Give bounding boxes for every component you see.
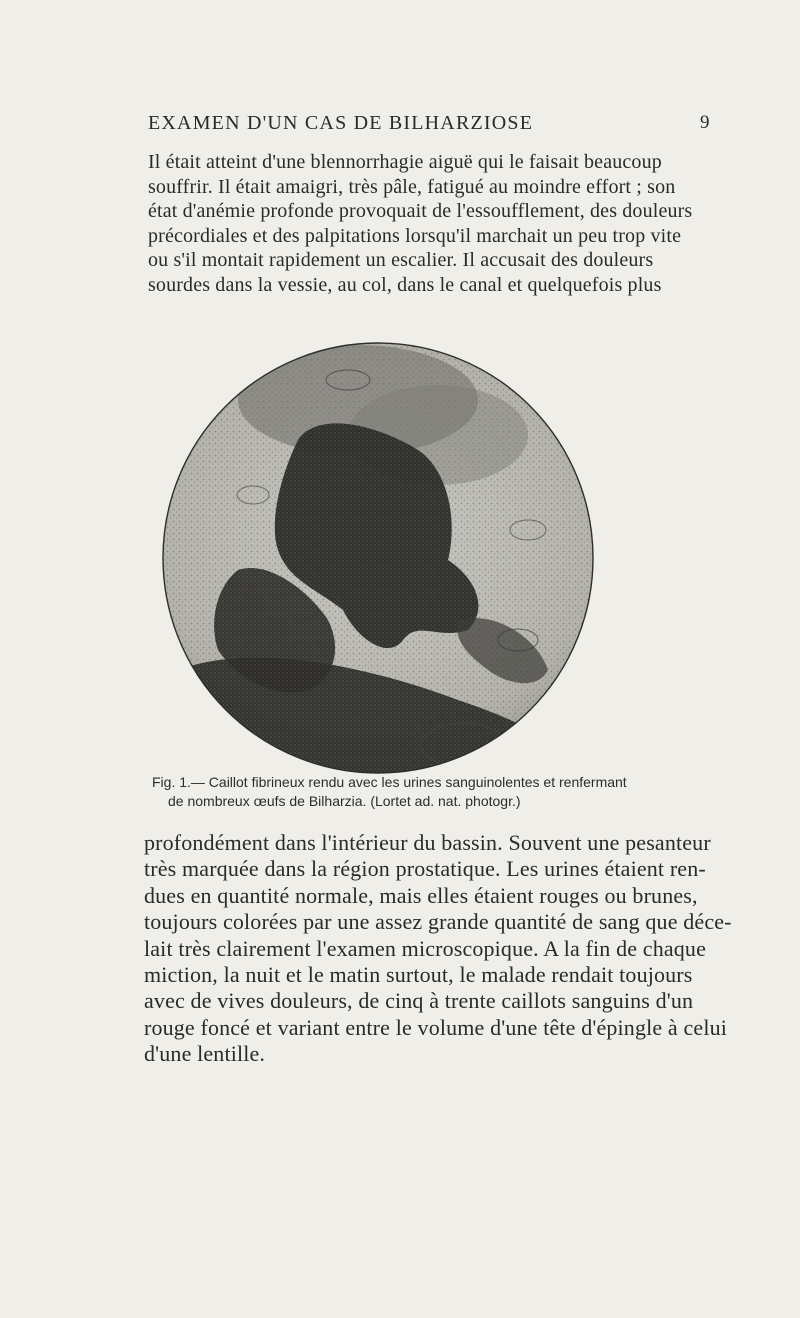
paragraph-2-line: dues en quantité normale, mais elles étaient rouges ou brunes,	[144, 882, 698, 908]
paragraph-1-line: état d'anémie profonde provoquait de l'essoufflement, des douleurs	[148, 200, 693, 223]
caption-line-2: de nombreux œufs de Bilharzia. (Lortet ad. nat. photogr.)	[168, 793, 521, 809]
paragraph-2-line: d'une lentille.	[144, 1041, 266, 1067]
paragraph-1-line: ou s'il montait rapidement un escalier. Il accusait des douleurs	[148, 249, 654, 272]
figure-caption	[152, 773, 732, 811]
paragraph-2-line: miction, la nuit et le matin surtout, le malade rendait toujours	[144, 962, 693, 988]
paragraph-2-line: rouge foncé et variant entre le volume d'une tête d'épingle à celui	[144, 1014, 728, 1040]
paragraph-2-line: très marquée dans la région prostatique. Les urines étaient ren-	[144, 856, 706, 882]
paragraph-1-line: Il était atteint d'une blennorrhagie aiguë qui le faisait beaucoup	[148, 151, 662, 173]
micrograph-image	[118, 340, 638, 788]
paragraph-1-line: souffrir. Il était amaigri, très pâle, fatigué au moindre effort ; son	[148, 175, 676, 198]
caption-line-1: Fig. 1.— Caillot fibrineux rendu avec les urines sanguinolentes et renfermant	[152, 774, 627, 790]
paragraph-1-line: précordiales et des palpitations lorsqu'il marchait un peu trop vite	[148, 224, 682, 247]
page-number: 9	[700, 112, 710, 133]
paragraph-2-line: profondément dans l'intérieur du bassin. Souvent une pesanteur	[144, 830, 711, 855]
micrograph-figure	[118, 340, 638, 788]
paragraph-2-line: avec de vives douleurs, de cinq à trente caillots sanguins d'un	[144, 988, 694, 1014]
paragraph-2-line: toujours colorées par une assez grande quantité de sang que déce-	[144, 909, 732, 935]
paragraph-1	[148, 150, 728, 298]
paragraph-2	[144, 830, 732, 1068]
paragraph-1-line: sourdes dans la vessie, au col, dans le canal et quelquefois plus	[148, 273, 662, 296]
paragraph-2-line: lait très clairement l'examen microscopique. A la fin de chaque	[144, 935, 706, 961]
running-title: EXAMEN D'UN CAS DE BILHARZIOSE	[148, 112, 534, 134]
